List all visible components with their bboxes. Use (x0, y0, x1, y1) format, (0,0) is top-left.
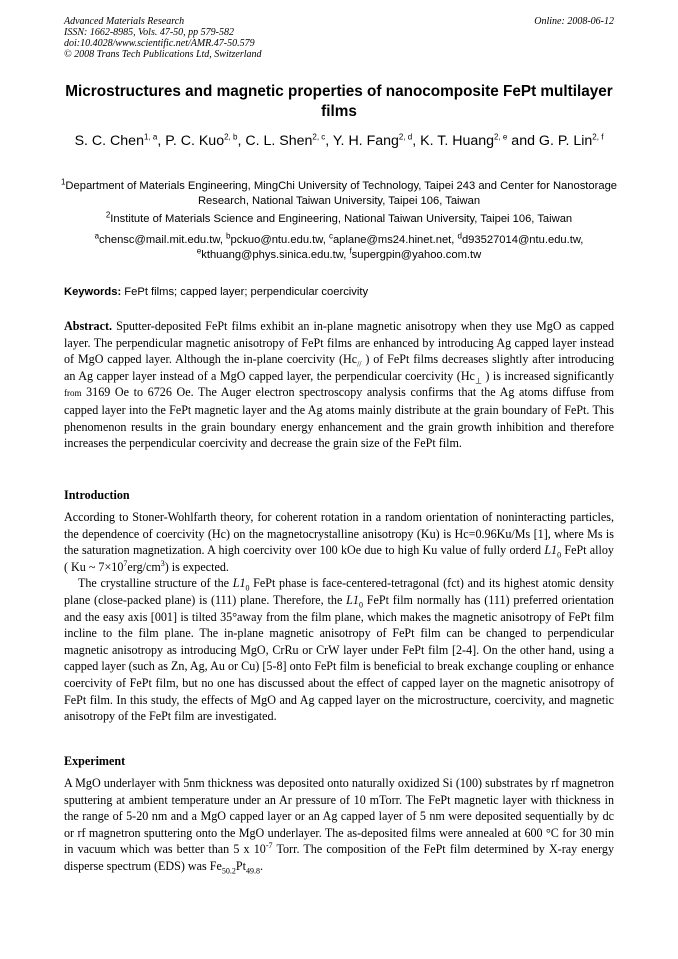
paragraph-text: A MgO underlayer with 5nm thickness was deposited onto naturally oxidized Si (100) substrates by rf magnetron sputtering at ambient temperature under an Ar pressure of 10 mTorr. The FePt magnetic layer with thickness in the range of 5-20 nm and a MgO capped layer or an Ag capped layer of 5 nm were deposited sequentially by dc or rf magnetron sputtering onto the MgO underlayer. The as-deposited films were annealed at 600 °C for 30 min in vacuum which was better than 5 x 10 (64, 776, 614, 857)
phase-subscript: 0 (358, 600, 363, 610)
author-name: G. P. Lin (538, 133, 593, 149)
abstract-text: 3169 Oe to 6726 Oe. The Auger electron spectroscopy analysis confirms that the Ag atoms diffuse from capped layer into the FePt magnetic layer and the Ag atoms mainly distribute at the grain boundary of FePt. This phenomenon results in the grain boundary energy enhancement and the grain growth inhibition and therefore increases the perpendicular coercivity and decrease the grain size of the FePt film. (64, 385, 614, 451)
abstract-text: from (64, 388, 82, 399)
composition-subscript: 50.2 (221, 866, 236, 876)
online-date: Online: 2008-06-12 (534, 16, 614, 27)
perpendicular-symbol: ⊥ (474, 376, 482, 386)
author-separator: and (507, 133, 539, 149)
author-affiliation-mark: 2, d (398, 132, 413, 142)
paragraph (64, 775, 614, 875)
paragraph-text: The crystalline structure of the (78, 576, 233, 591)
composition-subscript: 49.8 (245, 866, 260, 876)
author-affiliation-mark: 1, a (143, 132, 158, 142)
abstract-label: Abstract. (64, 319, 113, 333)
issn-line: ISSN: 1662-8985, Vols. 47-50, pp 579-582 (64, 27, 234, 38)
abstract-text: Sputter-deposited FePt films exhibit an in-plane magnetic anisotropy when they use MgO as capped layer. The perpendicular magnetic anisotropy of FePt films are enhanced by introducing Ag capped layer instead of MgO capped layer. Although the in-plane coercivity (Hc (64, 319, 614, 367)
keywords-text: FePt films; capped layer; perpendicular coercivity (121, 286, 369, 298)
author-name: C. L. Shen (245, 133, 313, 149)
author-affiliation-mark: 2, c (312, 132, 326, 142)
author-name: P. C. Kuo (165, 133, 225, 149)
abstract-text: ) is increased significantly (481, 368, 614, 383)
author-name: Y. H. Fang (332, 133, 399, 149)
paper-title: Microstructures and magnetic properties of nanocomposite FePt multilayer films (65, 83, 613, 120)
author-list (60, 131, 618, 151)
paragraph (64, 509, 614, 575)
exponent: 3 (160, 558, 165, 568)
email-address[interactable]: supergpin@yahoo.com.tw (351, 249, 482, 261)
paragraph-text: Torr. The composition of the FePt film determined by X-ray energy disperse spectrum (EDS) was Fe (64, 842, 614, 873)
email-address[interactable]: d93527014@ntu.edu.tw, (461, 234, 584, 246)
email-address[interactable]: pckuo@ntu.edu.tw, (230, 234, 329, 246)
journal-name: Advanced Materials Research (64, 16, 185, 27)
paragraph-text: FePt alloy ( Ku ~ 7×10 (64, 543, 614, 574)
exponent: -7 (265, 841, 273, 851)
paragraph-text: FePt phase is face-centered-tetragonal (fct) and its highest atomic density plane (close-packed plane) is (111) plane. Therefore, the (64, 576, 615, 607)
exponent: 7 (123, 558, 128, 568)
email-address[interactable]: aplane@ms24.hinet.net, (332, 234, 458, 246)
introduction-heading: Introduction (64, 488, 130, 502)
copyright-line: © 2008 Trans Tech Publications Ltd, Switzerland (64, 49, 262, 60)
email-address[interactable]: kthuang@phys.sinica.edu.tw, (201, 249, 350, 261)
author-affiliation-mark: 2, e (494, 132, 508, 142)
keywords (64, 285, 614, 300)
introduction-body (64, 509, 614, 725)
paragraph-text: erg/cm (127, 559, 161, 574)
author-separator: , (237, 133, 246, 149)
email-address[interactable]: chensc@mail.mit.edu.tw, (99, 234, 227, 246)
phase-label: L1 (232, 576, 246, 591)
affiliation-mark: 1 (60, 177, 66, 187)
paragraph-text: Pt (235, 858, 246, 873)
keywords-label: Keywords: (64, 286, 122, 298)
author-affiliation-mark: 2, b (224, 132, 238, 142)
affiliation-text: Department of Materials Engineering, MingChi University of Technology, Taipei 243 and Center for Nanostorage Research, National Taiwan University, Taipei 106, Taiwan (65, 180, 618, 207)
phase-subscript: 0 (557, 550, 562, 560)
email-mark: c (328, 231, 333, 241)
author-affiliation-mark: 2, f (592, 132, 604, 142)
parallel-symbol: // (357, 359, 362, 369)
paragraph-text: . (259, 858, 263, 873)
abstract (64, 318, 614, 452)
affiliation-2 (60, 212, 618, 227)
paragraph (64, 575, 614, 724)
paragraph-text: According to Stoner-Wohlfarth theory, for coherent rotation in a random orientation of noninteracting particles, the dependence of coercivity (Hc) on the magnetocrystalline anisotropy (Ku) is Hc=0.96Ku/Ms [1], where Ms is the saturation magnetization. A high coercivity over 100 kOe due to high Ku value of fully orderd (64, 510, 614, 558)
email-mark: e (196, 246, 202, 256)
author-name: S. C. Chen (74, 133, 144, 149)
phase-subscript: 0 (245, 583, 250, 593)
phase-label: L1 (544, 543, 558, 558)
affiliation-text: Institute of Materials Science and Engineering, National Taiwan University, Taipei 106, Taiwan (110, 213, 573, 225)
phase-label: L1 (346, 592, 359, 607)
abstract-text: ) of FePt films decreases slightly after introducing an Ag capper layer instead of a MgO capped layer, the perpendicular coercivity (Hc (64, 352, 614, 383)
journal-header (64, 16, 262, 60)
affiliation-mark: 2 (105, 210, 111, 220)
author-separator: , (325, 133, 333, 149)
email-mark: f (349, 246, 352, 256)
email-mark: d (457, 231, 462, 241)
doi-line: doi:10.4028/www.scientific.net/AMR.47-50.579 (64, 38, 255, 49)
email-list (60, 233, 618, 263)
affiliation-1 (60, 179, 618, 209)
email-mark: b (226, 231, 231, 241)
paragraph-text: FePt film normally has (111) preferred orientation and the easy axis [001] is tilted 35°away from the film plane, which makes the magnetic anisotropy of FePt film incline to the film plane. The in-plane magnetic anisotropy of FePt film can be changed to perpendicular magnetic anisotropy as introducing MgO, CrRu or CrW layer under FePt film [2-4]. On the other hand, using a capped layer (such as Zn, Ag, Au or Cu) [5-8] onto FePt film is beneficial to break exchange coupling or enhance coercivity of FePt film, but no one has discussed about the effect of capped layer on the magnetic anisotropy of FePt film. In this study, the effects of MgO and Ag capped layer on the microstructure, coercivity, and magnetic anisotropy of the FePt film are investigated. (64, 592, 614, 724)
author-separator: , (412, 133, 421, 149)
email-mark: a (94, 231, 100, 241)
experiment-body (64, 775, 614, 875)
author-name: K. T. Huang (420, 133, 495, 149)
paragraph-text: ) is expected. (164, 559, 229, 574)
author-separator: , (157, 133, 166, 149)
experiment-heading: Experiment (64, 754, 126, 768)
